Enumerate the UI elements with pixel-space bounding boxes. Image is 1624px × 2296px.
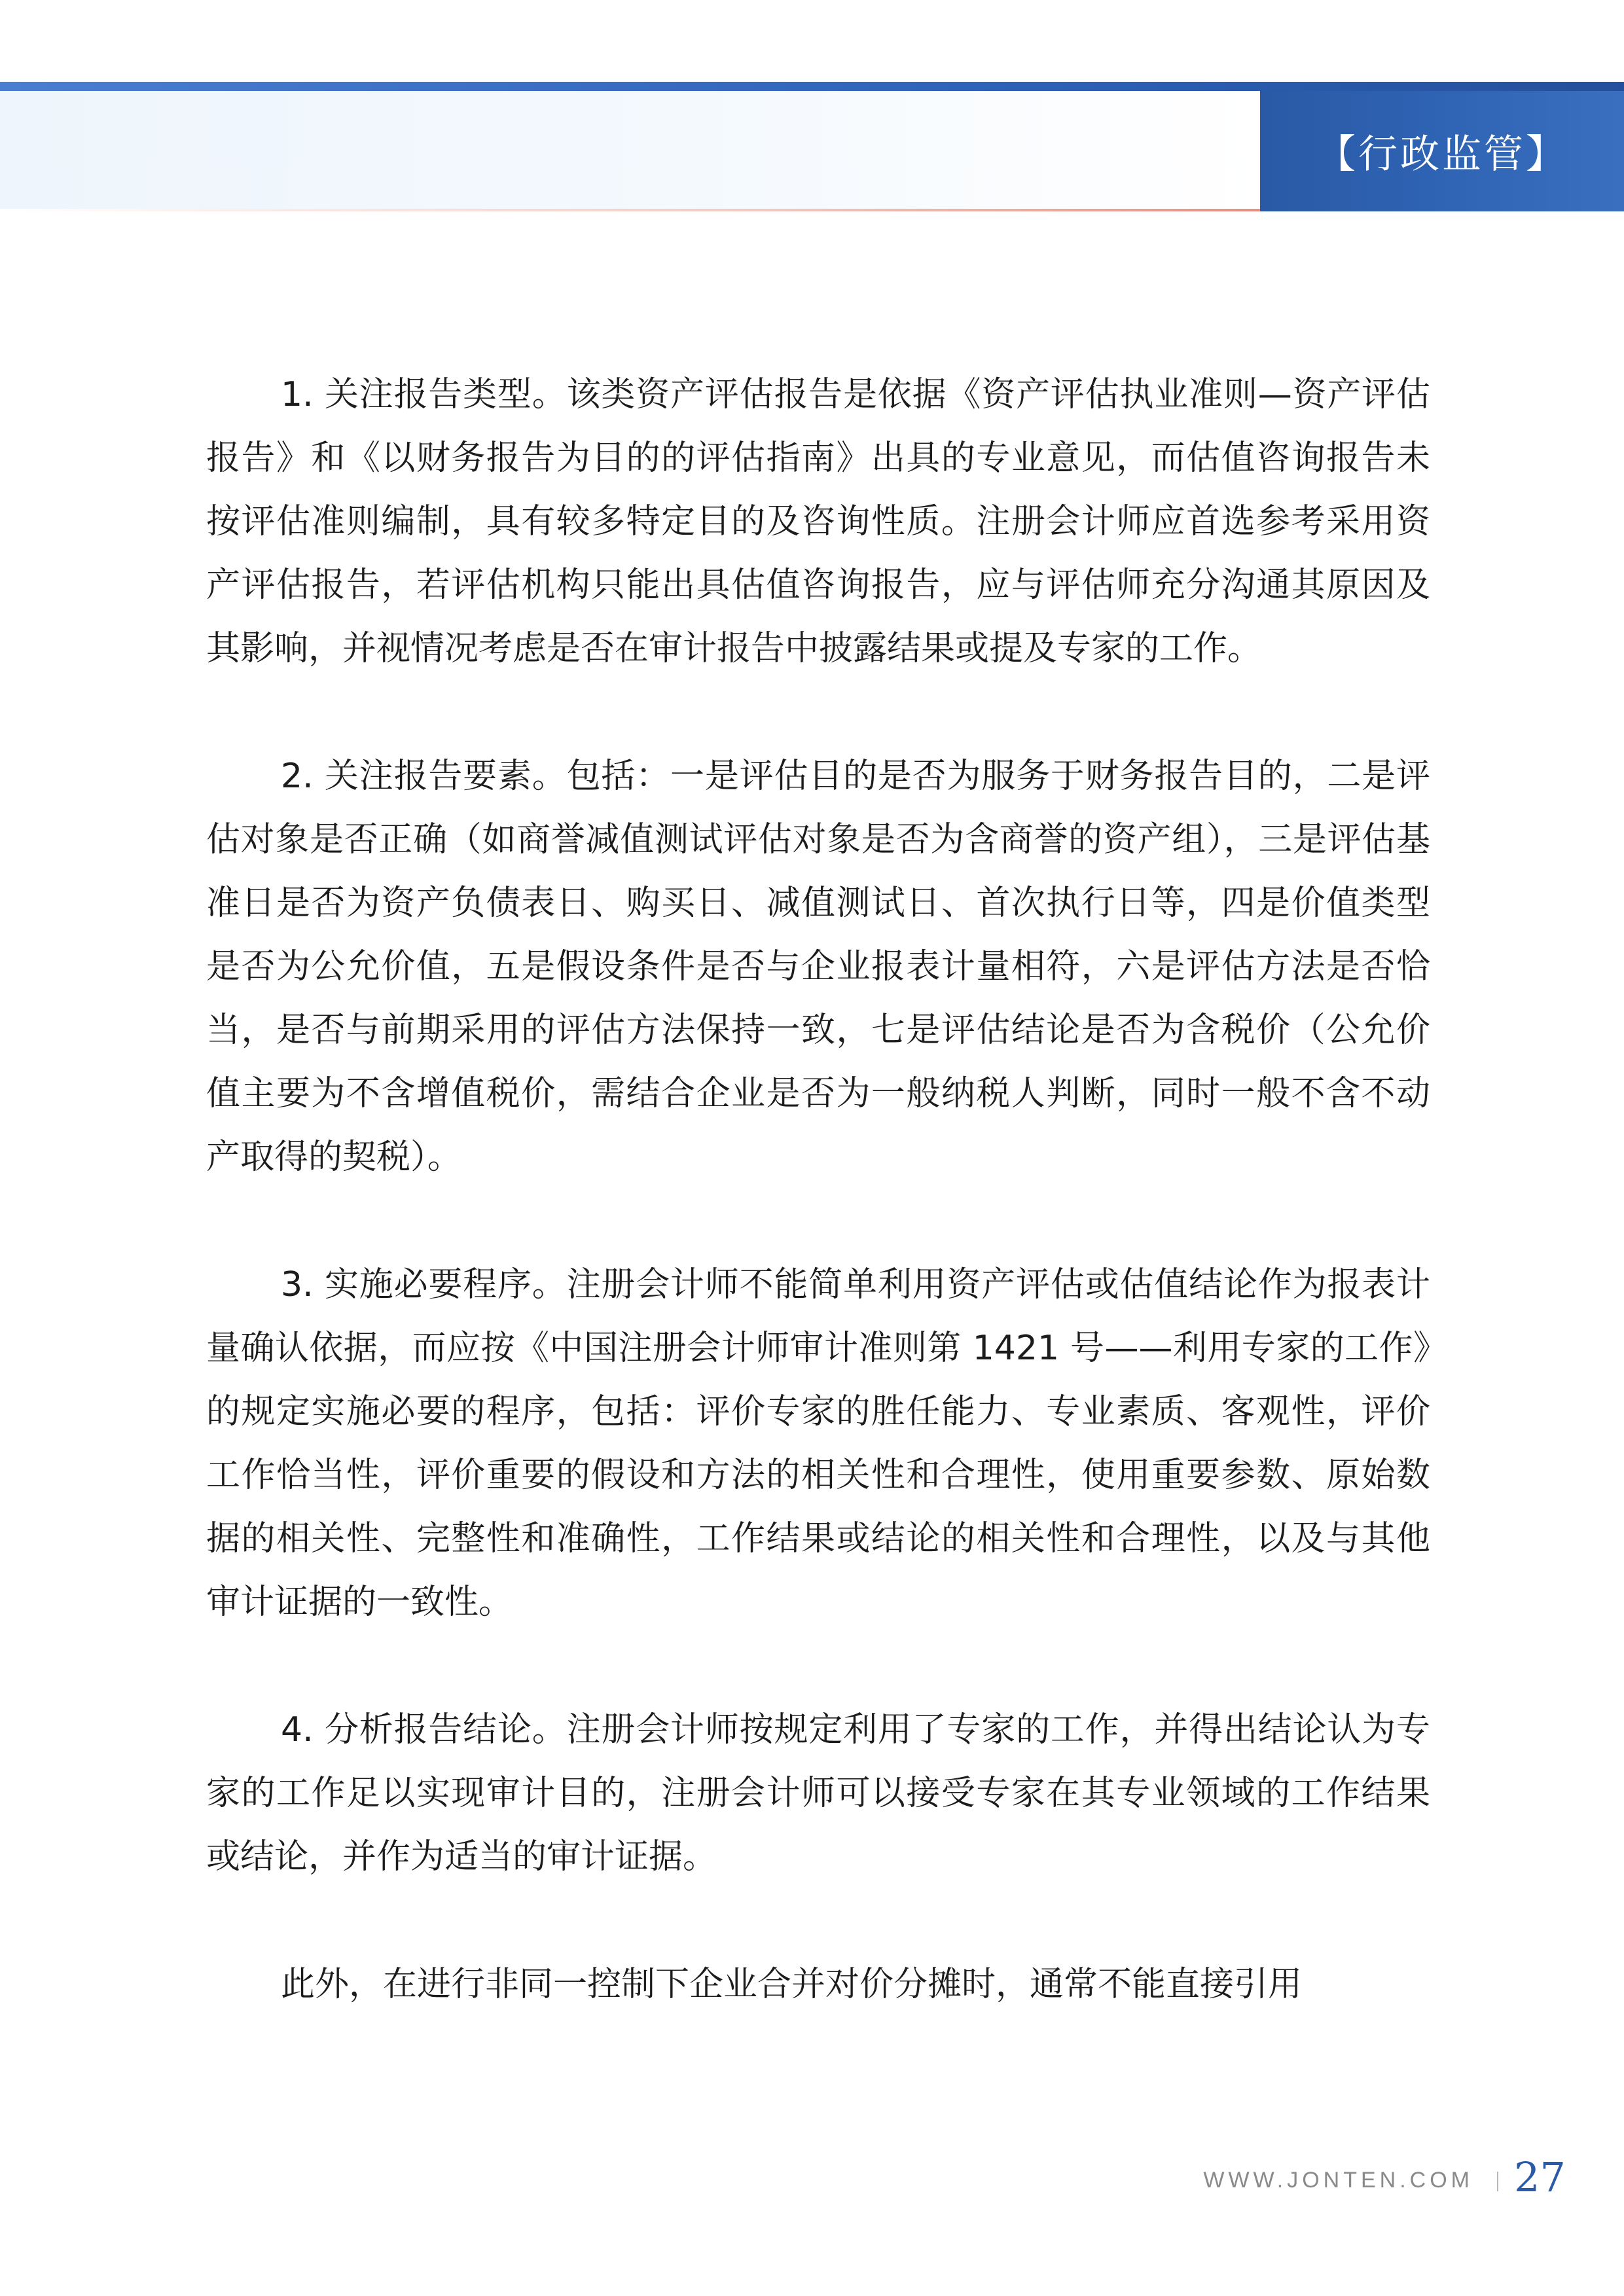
footer-website: WWW.JONTEN.COM <box>1203 2168 1473 2193</box>
header-underline <box>0 209 1260 211</box>
header-band <box>0 91 1260 209</box>
paragraph-additional-note: 此外，在进行非同一控制下企业合并对价分摊时，通常不能直接引用 <box>281 1965 1303 2004</box>
section-tag <box>1260 91 1624 211</box>
paragraph-report-type: 1. 关注报告类型。该类资产评估报告是依据《资产评估执业准则—资产评估报告》和《以财务报告为目的的评估指南》出具的专业意见，而估值咨询报告未按评估准则编制，具有较多特定目的及咨询性质。注册会计师应首选参考采用资产评估报告，若评估机构只能出具估值咨询报告，应与评估师充分沟通其原因及其影响，并视情况考虑是否在审计报告中披露结果或提及专家的工作。 <box>206 375 1430 668</box>
footer-divider <box>1497 2172 1498 2191</box>
paragraph-report-conclusion: 4. 分析报告结论。注册会计师按规定利用了专家的工作，并得出结论认为专家的工作足以实现审计目的，注册会计师可以接受专家在其专业领域的工作结果或结论，并作为适当的审计证据。 <box>206 1710 1430 1876</box>
paragraph-report-elements: 2. 关注报告要素。包括：一是评估目的是否为服务于财务报告目的，二是评估对象是否正确（如商誉减值测试评估对象是否为含商誉的资产组），三是评估基准日是否为资产负债表日、购买日、减值测试日、首次执行日等，四是价值类型是否为公允价值，五是假设条件是否与企业报表计量相符，六是评估方法是否恰当，是否与前期采用的评估方法保持一致，七是评估结论是否为含税价（公允价值主要为不含增值税价，需结合企业是否为一般纳税人判断，同时一般不含不动产取得的契税）。 <box>206 757 1430 1177</box>
paragraph-necessary-procedures: 3. 实施必要程序。注册会计师不能简单利用资产评估或估值结论作为报表计量确认依据，而应按《中国注册会计师审计准则第 1421 号——利用专家的工作》的规定实施必要的程序，包括：评价专家的胜任能力、专业素质、客观性，评价工作恰当性，评价重要的假设和方法的相关性和合理性，使用重要参数、原始数据的相关性、完整性和准确性，工作结果或结论的相关性和合理性，以及与其他审计证据的一致性。 <box>206 1265 1430 1622</box>
page-number: 27 <box>1514 2153 1566 2201</box>
section-tag-label: 【行政监管】 <box>1316 132 1568 177</box>
header-top-rule <box>0 82 1624 91</box>
body-text <box>206 363 1430 2081</box>
